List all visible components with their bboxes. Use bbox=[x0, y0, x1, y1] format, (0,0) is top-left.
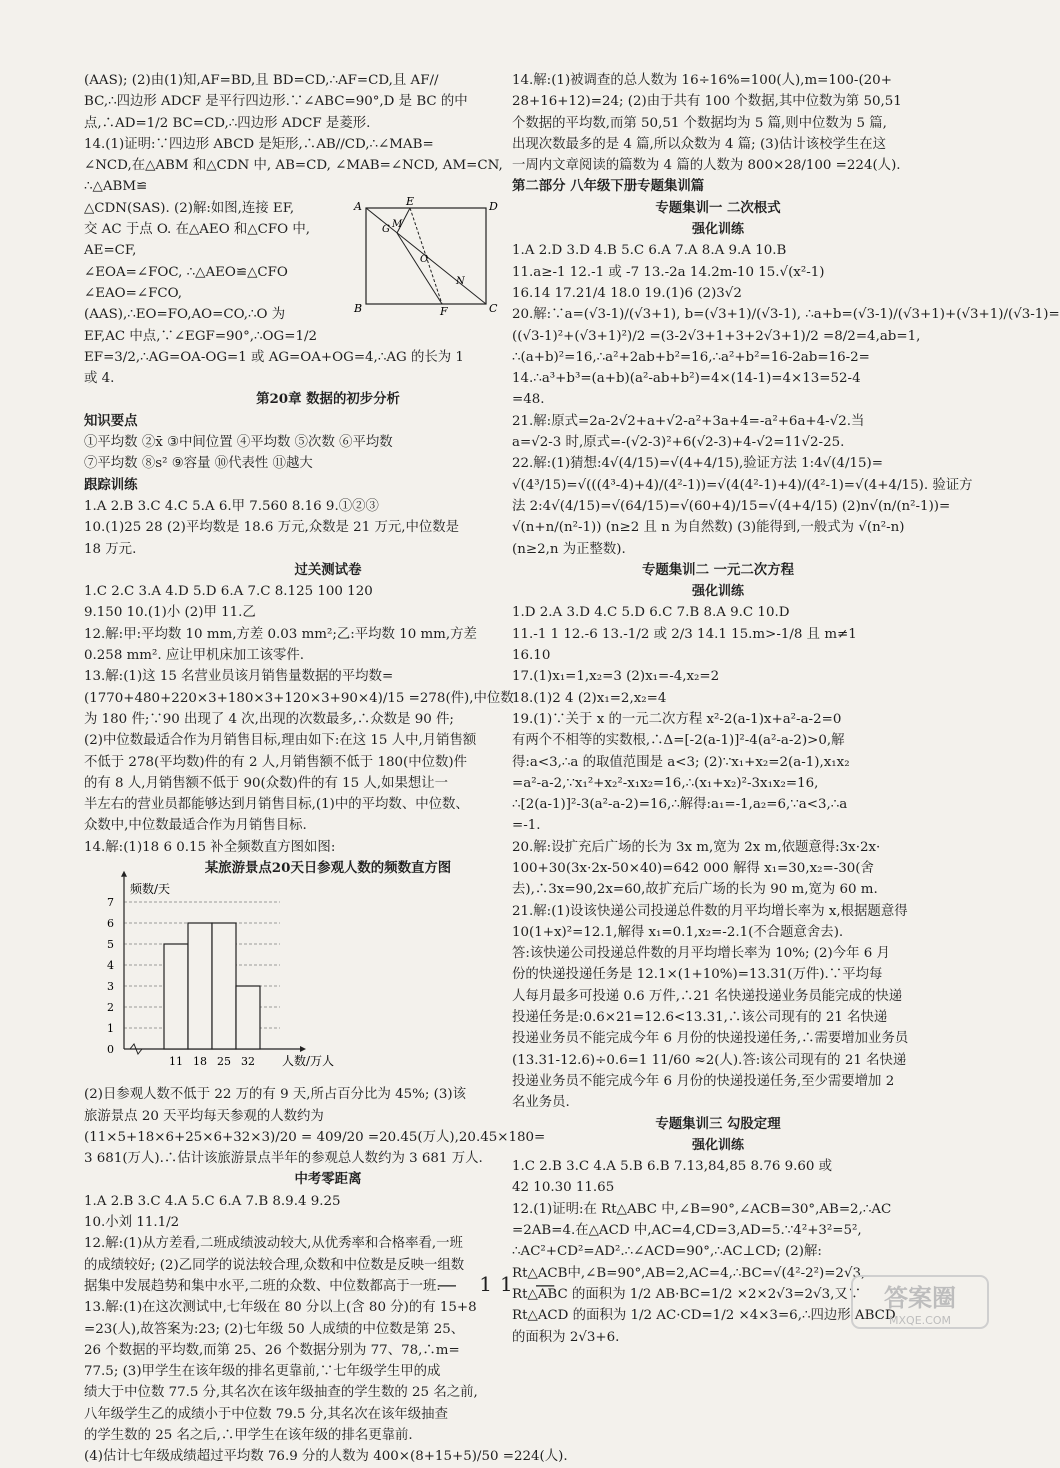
text-line: 13.解:(1)这 15 名营业员该月销售量数据的平均数= bbox=[84, 669, 394, 685]
text-line: (4)估计七年级成绩超过平均数 76.9 分的人数为 400×(8+15+5)/50 =224(人). bbox=[84, 1449, 568, 1465]
text-line: 20.解:∵a=(√3-1)/(√3+1), b=(√3+1)/(√3-1), ∴a+b=(√3-1)/(√3+1)+(√3+1)/(√3-1)= bbox=[512, 307, 1060, 323]
text-line: 投递业务员不能完成今年 6 月份的快递投递任务,至少需要增加 2 bbox=[512, 1073, 895, 1089]
text-line: ∠EAO=∠FCO, bbox=[84, 285, 183, 301]
y-tick-label: 2 bbox=[107, 1001, 114, 1015]
text-line: 14.解:(1)被调查的总人数为 16÷16%=100(人),m=100-(20+ bbox=[512, 73, 892, 88]
text-line: 个数据的平均数,而第 50,51 个数据均为 5 篇,则中位数为 5 篇, bbox=[512, 115, 887, 131]
zero-distance-title: 中考零距离 bbox=[294, 1171, 362, 1188]
test-title: 过关测试卷 bbox=[294, 561, 362, 578]
strengthen-label: 强化训练 bbox=[691, 584, 744, 600]
text-line: 旅游景点 20 天平均每天参观的人数约为 bbox=[84, 1108, 324, 1124]
text-line: AE=CF, bbox=[84, 243, 137, 259]
text-line: (11×5+18×6+25×6+32×3)/20 = 409/20 =20.45(万人),20.45×180= bbox=[84, 1129, 546, 1145]
text-line: a=√2-3 时,原式=-(√2-3)²+6(√2-3)+4-√2=11√2-25. bbox=[512, 435, 845, 451]
text-line: ∴△ABM≌ bbox=[84, 179, 148, 195]
text-line: 12.解:甲:平均数 10 mm,方差 0.03 mm²;乙:平均数 10 mm,方差 bbox=[84, 626, 477, 642]
text-line: 14.解:(1)18 6 0.15 补全频数直方图如图: bbox=[84, 839, 336, 855]
y-tick-label: 3 bbox=[107, 980, 114, 994]
fig-label: D bbox=[489, 200, 498, 213]
text-line: 1.A 2.B 3.C 4.C 5.A 6.甲 7.560 8.16 9.①②③ bbox=[84, 498, 379, 514]
watermark-subtext: MXQE.COM bbox=[889, 1314, 951, 1327]
strengthen-label: 强化训练 bbox=[691, 1137, 744, 1153]
histogram bbox=[84, 879, 572, 1084]
text-line: 出现次数最多的是 4 篇,所以众数为 4 篇; (3)估计该校学生在这 bbox=[512, 136, 887, 152]
text-line: =-1. bbox=[512, 818, 541, 834]
text-line: Rt△ABC 的面积为 1/2 AB·BC=1/2 ×2×2√3=2√3,又∵ bbox=[512, 1286, 862, 1302]
x-tick-label: 25 bbox=[217, 1055, 231, 1069]
text-line: ((√3-1)²+(√3+1)²)/2 =(3-2√3+1+3+2√3+1)/2 =8/2=4,ab=1, bbox=[512, 328, 921, 344]
text-line: 12.解:(1)从方差看,二班成绩波动较大,从优秀率和合格率看,一班 bbox=[84, 1236, 463, 1252]
y-tick-label: 0 bbox=[107, 1043, 114, 1057]
text-line: 为 180 件;∵90 出现了 4 次,出现的次数最多,∴众数是 90 件; bbox=[84, 711, 454, 727]
text-line: ①平均数 ②x̄ ③中间位置 ④平均数 ⑤次数 ⑥平均数 bbox=[84, 435, 393, 451]
text-line: ∴[2(a-1)]²-3(a²-a-2)=16,∴解得:a₁=-1,a₂=6,∵a<3,∴a bbox=[512, 797, 848, 813]
text-line: 名业务员. bbox=[512, 1095, 570, 1111]
text-line: 投递业务员不能完成今年 6 月份的快递投递任务,∴需要增加业务员 bbox=[512, 1031, 909, 1047]
histogram-bar bbox=[188, 923, 212, 1049]
fig-label: M bbox=[392, 219, 403, 230]
text-line: =2AB=4.在△ACD 中,AC=4,CD=3,AD=5.∵4²+3²=5², bbox=[512, 1223, 862, 1239]
text-line: ∠EOA=∠FOC, ∴△AEO≌△CFO bbox=[84, 264, 288, 280]
text-line: 1.A 2.B 3.C 4.A 5.C 6.A 7.B 8.9.4 9.25 bbox=[84, 1193, 341, 1209]
text-line: 有两个不相等的实数根,∴Δ=[-2(a-1)]²-4(a²-a-2)>0,解 bbox=[512, 733, 845, 749]
text-line: √(n+n/(n²-1)) (n≥2 且 n 为自然数) (3)能得到,一般式为 √(n²-n) bbox=[512, 520, 905, 536]
text-line: EF=3/2,∴AG=OA-OG=1 或 AG=OA+OG=4,∴AG 的长为 1 bbox=[84, 349, 464, 365]
text-line: (2)中位数最适合作为月销售目标,理由如下:在这 15 人中,月销售额 bbox=[84, 733, 477, 749]
knowledge-label: 知识要点 bbox=[84, 412, 138, 429]
text-line: 份的快递投递任务是 12.1×(1+10%)=13.31(万件).∵平均每 bbox=[512, 967, 883, 983]
strengthen-label: 强化训练 bbox=[691, 222, 744, 238]
x-axis-arrow bbox=[300, 1046, 306, 1052]
watermark-logo bbox=[850, 1272, 990, 1332]
text-line: 答:该快递公司投递总件数的月平均增长率为 10%; (2)今年 6 月 bbox=[512, 946, 890, 962]
histogram-bar bbox=[236, 986, 260, 1049]
fig-label: B bbox=[354, 302, 363, 315]
rectangle-figure bbox=[352, 196, 502, 316]
text-line: 13.解:(1)在这次测试中,七年级在 80 分以上(含 80 分)的有 15+8 bbox=[84, 1300, 477, 1316]
fig-label: G bbox=[382, 224, 390, 235]
y-tick-label: 4 bbox=[107, 959, 114, 973]
text-line: =48. bbox=[512, 392, 545, 408]
text-line: 100+30(3x·2x-50×40)=642 000 解得 x₁=30,x₂=-30(舍 bbox=[512, 860, 874, 876]
text-line: 或 4. bbox=[84, 371, 115, 387]
histogram-bar bbox=[212, 923, 236, 1049]
text-line: √(4³/15)=√(((4³-4)+4)/(4²-1))=√(4(4²-1)+4)/(4²-1)=√(4+4/15). 验证方 bbox=[512, 477, 973, 493]
text-line: 18 万元. bbox=[84, 541, 137, 557]
text-line: 1.D 2.A 3.D 4.C 5.D 6.C 7.B 8.A 9.C 10.D bbox=[512, 605, 790, 621]
text-line: 的学生数的 25 名之后,∴甲学生在该年级的排名更靠前. bbox=[84, 1428, 413, 1444]
watermark-text: 答案圈 bbox=[884, 1284, 956, 1312]
text-line: 21.解:原式=2a-2√2+a+√2-a²+3a+4=-a²+6a+4-√2.当 bbox=[512, 413, 865, 429]
y-axis-label: 频数/天 bbox=[130, 882, 171, 897]
text-line: 绩大于中位数 77.5 分,其名次在该年级抽查的学生数的 25 名之前, bbox=[84, 1385, 478, 1401]
tracking-label: 跟踪训练 bbox=[84, 476, 138, 493]
text-line: 28+16+12)=24; (2)由于共有 100 个数据,其中位数为第 50,51 bbox=[512, 94, 902, 110]
text-line: 18.(1)2 4 (2)x₁=2,x₂=4 bbox=[512, 690, 667, 706]
text-line: 16.14 17.21/4 18.0 19.(1)6 (2)3√2 bbox=[512, 285, 742, 301]
text-line: 10.(1)25 28 (2)平均数是 18.6 万元,众数是 21 万元,中位数是 bbox=[84, 520, 460, 536]
text-line: 77.5; (3)甲学生在该年级的排名更靠前,∵七年级学生甲的成 bbox=[84, 1364, 441, 1380]
text-line: 3 681(万人).∴估计该旅游景点半年的参观总人数约为 3 681 万人. bbox=[84, 1151, 483, 1167]
text-line: EF,AC 中点,∵∠EGF=90°,∴OG=1/2 bbox=[84, 328, 317, 344]
page-number: — 11 — bbox=[436, 1272, 564, 1296]
text-line: Rt△ACB中,∠B=90°,AB=2,AC=4,∴BC=√(4²-2²)=2√3, bbox=[512, 1265, 866, 1281]
text-line: (n≥2,n 为正整数). bbox=[512, 541, 626, 557]
text-line: 19.(1)∵关于 x 的一元二次方程 x²-2(a-1)x+a²-a-2=0 bbox=[512, 711, 842, 727]
text-line: (1770+480+220×3+180×3+120×3+90×4)/15 =278(件),中位数 bbox=[84, 690, 514, 706]
text-line: 据集中发展趋势和集中水平,二班的众数、中位数都高于一班. bbox=[84, 1278, 441, 1294]
text-line: 半左右的营业员都能够达到月销售目标,(1)中的平均数、中位数、 bbox=[84, 797, 469, 813]
text-line: 14.(1)证明:∵四边形 ABCD 是矩形,∴AB//CD,∴∠MAB= bbox=[84, 136, 434, 152]
x-tick-label: 11 bbox=[169, 1055, 183, 1069]
y-tick-label: 5 bbox=[107, 938, 114, 952]
text-line: ⑦平均数 ⑧s² ⑨容量 ⑩代表性 ⑪越大 bbox=[84, 456, 313, 472]
text-line: 10.小刘 11.1/2 bbox=[84, 1215, 180, 1231]
fig-label: E bbox=[406, 195, 415, 208]
text-line: 20.解:设扩充后广场的长为 3x m,宽为 2x m,依题意得:3x·2x· bbox=[512, 839, 881, 855]
text-line: 16.10 bbox=[512, 648, 551, 664]
histogram-svg bbox=[84, 879, 444, 1084]
fig-label: F bbox=[440, 305, 448, 318]
text-line: 一周内文章阅读的篇数为 4 篇的人数为 800×28/100 =224(人). bbox=[512, 158, 901, 174]
text-line: 人每月最多可投递 0.6 万件,∴21 名快递投递业务员能完成的快递 bbox=[512, 988, 903, 1004]
histogram-bar bbox=[164, 944, 188, 1049]
text-line: 不低于 278(平均数)件的有 2 人,月销售额不低于 180(中位数)件 bbox=[84, 754, 468, 770]
text-line: 法 2:4√(4/15)=√(64/15)=√(60+4)/15=√(4+4/15) (2)n√(n/(n²-1))= bbox=[512, 498, 951, 514]
text-line: 11.a≥-1 12.-1 或 -7 13.-2a 14.2m-10 15.√(x²-1) bbox=[512, 264, 825, 280]
part2-title: 第二部分 八年级下册专题集训篇 bbox=[512, 178, 705, 195]
text-line: 得:a<3,∴a 的取值范围是 a<3; (2)∵x₁+x₂=2(a-1),x₁x₂ bbox=[512, 754, 850, 770]
fig-label: A bbox=[354, 200, 362, 213]
text-line: 众数中,中位数最适合作为月销售目标. bbox=[84, 818, 307, 834]
y-tick-label: 6 bbox=[107, 917, 114, 931]
text-line: 21.解:(1)设该快递公司投递总件数的月平均增长率为 x,根据题意得 bbox=[512, 903, 908, 919]
y-tick-label: 7 bbox=[107, 896, 114, 910]
y-tick-label: 1 bbox=[107, 1022, 114, 1036]
text-line: 的有 8 人,月销售额不低于 90(众数)件的有 15 人,如果想让一 bbox=[84, 775, 449, 791]
text-line: 12.(1)证明:在 Rt△ABC 中,∠B=90°,∠ACB=30°,AB=2,∴AC bbox=[512, 1201, 892, 1217]
x-tick-label: 18 bbox=[193, 1055, 207, 1069]
text-line: 交 AC 于点 O. 在△AEO 和△CFO 中, bbox=[84, 222, 311, 238]
text-line: (AAS); (2)由(1)知,AF=BD,且 BD=CD,∴AF=CD,且 AF// bbox=[84, 73, 439, 88]
text-line: 1.C 2.B 3.C 4.A 5.B 6.B 7.13,84,85 8.76 9.60 或 bbox=[512, 1159, 833, 1175]
text-line: 10(1+x)²=12.1,解得 x₁=0.1,x₂=-2.1(不合题意舍去). bbox=[512, 924, 844, 940]
right-column bbox=[512, 70, 1060, 1348]
text-line: 9.150 10.(1)小 (2)甲 11.乙 bbox=[84, 605, 256, 621]
text-line: ∠NCD,在△ABM 和△CDN 中, AB=CD, ∠MAB=∠NCD, AM=CN, bbox=[84, 158, 503, 174]
topic1-title: 专题集训一 二次根式 bbox=[655, 199, 781, 216]
segment-fg bbox=[397, 233, 442, 304]
text-line: 投递任务是:0.6×21=12.6<13.31,∴该公司现有的 21 名快递 bbox=[512, 1010, 888, 1026]
text-line: 42 10.30 11.65 bbox=[512, 1180, 615, 1196]
text-line: (13.31-12.6)÷0.6=1 11/60 ≈2(人).答:该公司现有的 21 名快递 bbox=[512, 1052, 907, 1068]
fig-label: O bbox=[420, 254, 429, 265]
text-line: ∴(a+b)²=16,∴a²+2ab+b²=16,∴a²+b²=16-2ab=16-2= bbox=[512, 349, 870, 365]
text-line: 的面积为 2√3+6. bbox=[512, 1329, 620, 1345]
text-line: 22.解:(1)猜想:4√(4/15)=√(4+4/15),验证方法 1:4√(4/15)= bbox=[512, 456, 883, 472]
x-axis-label: 人数/万人 bbox=[282, 1054, 335, 1069]
text-line: 去),∴3x=90,2x=60,故扩充后广场的长为 90 m,宽为 60 m. bbox=[512, 882, 878, 898]
text-line: =a²-a-2,∵x₁²+x₂²-x₁x₂=16,∴(x₁+x₂)²-3x₁x₂=16, bbox=[512, 775, 819, 791]
topic2-title: 专题集训二 一元二次方程 bbox=[642, 561, 794, 578]
text-line: 1.C 2.C 3.A 4.D 5.D 6.A 7.C 8.125 100 120 bbox=[84, 584, 373, 600]
text-line: (2)日参观人数不低于 22 万的有 9 天,所占百分比为 45%; (3)该 bbox=[84, 1087, 466, 1103]
chapter-title: 第20章 数据的初步分析 bbox=[256, 391, 400, 408]
text-line: 17.(1)x₁=1,x₂=3 (2)x₁=-4,x₂=2 bbox=[512, 669, 720, 685]
text-line: 14.∴a³+b³=(a+b)(a²-ab+b²)=4×(14-1)=4×13=52-4 bbox=[512, 371, 861, 387]
text-line: 26 个数据的平均数,而第 25、26 个数据分别为 77、78,∴m= bbox=[84, 1342, 460, 1358]
text-line: (AAS),∴EO=FO,AO=CO,∴O 为 bbox=[84, 307, 286, 323]
text-line: 八年级学生乙的成绩小于中位数 79.5 分,其名次在该年级抽查 bbox=[84, 1406, 448, 1422]
text-line: 11.-1 1 12.-6 13.-1/2 或 2/3 14.1 15.m>-1/8 且 m≠1 bbox=[512, 626, 857, 642]
text-line: BC,∴四边形 ADCF 是平行四边形.∵∠ABC=90°,D 是 BC 的中 bbox=[84, 94, 468, 110]
fig-label: C bbox=[489, 302, 498, 315]
fig-label: N bbox=[456, 276, 465, 287]
text-line: 1.A 2.D 3.D 4.B 5.C 6.A 7.A 8.A 9.A 10.B bbox=[512, 243, 787, 259]
text-line: ∴AC²+CD²=AD².∴∠ACD=90°,∴AC⊥CD; (2)解: bbox=[512, 1244, 822, 1260]
text-line: =23(人),故答案为:23; (2)七年级 50 人成绩的中位数是第 25、 bbox=[84, 1321, 465, 1337]
text-line: Rt△ACD 的面积为 1/2 AC·CD=1/2 ×4×3=6,∴四边形 ABCD bbox=[512, 1308, 896, 1324]
text-line: △CDN(SAS). (2)解:如图,连接 EF, bbox=[84, 200, 295, 216]
text-line: 的成绩较好; (2)乙同学的说法较合理,众数和中位数是反映一组数 bbox=[84, 1257, 465, 1273]
x-tick-label: 32 bbox=[241, 1055, 255, 1069]
text-line: 点,∴AD=1/2 BC=CD,∴四边形 ADCF 是菱形. bbox=[84, 115, 371, 131]
text-line: 0.258 mm². 应让甲机床加工该零件. bbox=[84, 648, 305, 664]
histogram-title: 某旅游景点20天日参观人数的频数直方图 bbox=[204, 859, 452, 876]
topic3-title: 专题集训三 勾股定理 bbox=[655, 1115, 781, 1132]
